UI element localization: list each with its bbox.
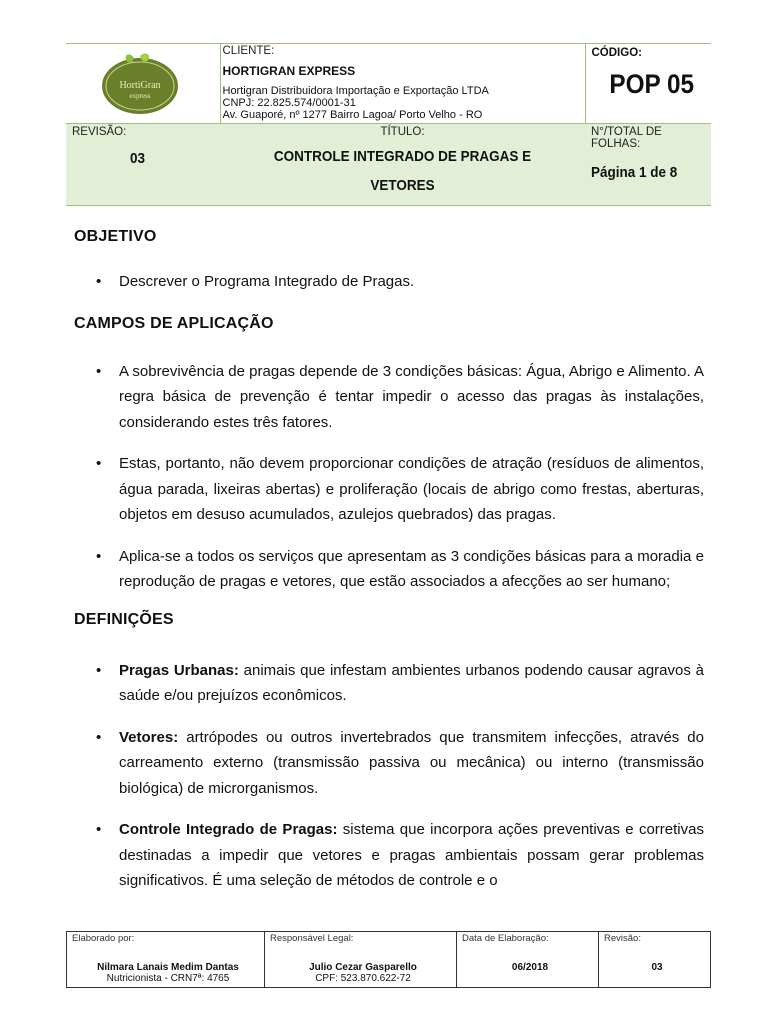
footer-revision-label: Revisão:	[604, 933, 641, 944]
sheets-value: Página 1 de 8	[591, 164, 678, 181]
list-item: • Controle Integrado de Pragas: sistema que incorpora ações preventivas e corretivas destinadas a impedir que vetores e pragas ambientais possam gerar problemas significativos. É uma seleção de métodos de controle e o	[74, 817, 704, 894]
bullet-icon: •	[96, 547, 102, 565]
prepared-by-role: Nutricionista - CRN7ª: 4765	[106, 973, 230, 984]
list-item: • Pragas Urbanas: animais que infestam ambientes urbanos podendo causar agravos à saúde e/ou prejuízos econômicos.	[74, 658, 704, 709]
bullet-icon: •	[96, 273, 102, 290]
document-header	[66, 43, 711, 206]
section-heading-objetivo: OBJETIVO	[74, 228, 157, 245]
code-label: CÓDIGO:	[591, 47, 642, 59]
client-cell	[220, 44, 585, 124]
list-item: • Descrever o Programa Integrado de Pragas.	[74, 269, 704, 295]
document-title-line-2: VETORES	[370, 177, 435, 194]
legal-responsible-id: CPF: 523.870.622-72	[315, 973, 411, 984]
list-item: • Vetores: artrópodes ou outros invertebrados que transmitem infecções, através do carreamento externo (transmissão passiva ou mecânica) ou interno (transmissão biológica) de microrganismos.	[74, 725, 704, 802]
title-label: TÍTULO:	[380, 126, 425, 138]
document-body	[74, 228, 704, 894]
sheets-label: N°/TOTAL DE FOLHAS:	[591, 126, 662, 150]
bullet-icon: •	[96, 728, 102, 746]
code-value: POP 05	[608, 69, 694, 99]
section-heading-campos: CAMPOS DE APLICAÇÃO	[74, 314, 274, 332]
prepared-by-label: Elaborado por:	[72, 933, 135, 944]
footer-revision-value: 03	[651, 962, 663, 973]
legal-responsible-cell	[265, 932, 457, 988]
revision-label: REVISÃO:	[72, 126, 127, 138]
term: Vetores:	[119, 728, 179, 746]
bullet-icon: •	[96, 661, 102, 679]
list-item: • Estas, portanto, não devem proporcionar condições de atração (resíduos de alimentos, água parada, lixeiras abertas) e proliferação (locais de abrigo como frestas, aberturas, objetos em desuso acumulados, azulejos quebrados) das pragas.	[74, 451, 704, 528]
client-label: CLIENTE:	[222, 45, 275, 57]
definicoes-list	[74, 658, 704, 894]
footer-revision-cell	[599, 932, 711, 988]
list-item: • A sobrevivência de pragas depende de 3 condições básicas: Água, Abrigo e Alimento. A regra básica de prevenção é tentar impedir o acesso das pragas às instalações, considerando estes três fatores.	[74, 359, 704, 436]
legal-responsible-name: Julio Cezar Gasparello	[309, 962, 417, 973]
code-cell	[585, 44, 711, 124]
bullet-icon: •	[96, 455, 102, 472]
term: Controle Integrado de Pragas:	[119, 821, 338, 838]
date-value: 06/2018	[511, 962, 549, 973]
prepared-by-cell	[67, 932, 265, 988]
term: Pragas Urbanas:	[119, 661, 239, 679]
objetivo-list	[74, 269, 704, 295]
document-title	[238, 142, 567, 200]
bullet-icon: •	[96, 362, 102, 380]
revision-value: 03	[130, 150, 146, 167]
hortigran-logo	[100, 52, 180, 116]
client-company: Hortigran Distribuidora Importação e Exportação LTDA	[222, 85, 489, 97]
svg-text:express: express	[129, 92, 151, 100]
document-title-line-1: CONTROLE INTEGRADO DE PRAGAS E	[273, 148, 532, 165]
document-footer	[66, 931, 711, 988]
date-label: Data de Elaboração:	[462, 933, 549, 944]
date-cell	[457, 932, 599, 988]
title-cell	[220, 124, 585, 206]
campos-list	[74, 359, 704, 595]
list-item: • Aplica-se a todos os serviços que apresentam as 3 condições básicas para a moradia e reprodução de pragas e vetores, que estão associados a afecções ao ser humano;	[74, 544, 704, 595]
prepared-by-name: Nilmara Lanais Medim Dantas	[97, 962, 239, 973]
bullet-icon: •	[96, 821, 102, 838]
client-cnpj: CNPJ: 22.825.574/0001-31	[222, 97, 356, 109]
svg-text:HortiGran: HortiGran	[119, 80, 161, 91]
logo-cell	[66, 44, 220, 124]
client-name: HORTIGRAN EXPRESS	[222, 64, 356, 78]
sheets-cell	[585, 124, 711, 206]
revision-cell	[66, 124, 220, 206]
legal-responsible-label: Responsável Legal:	[270, 933, 354, 944]
section-heading-definicoes: DEFINIÇÕES	[74, 610, 174, 628]
client-address: Av. Guaporé, nº 1277 Bairro Lagoa/ Porto Velho - RO	[222, 109, 483, 121]
